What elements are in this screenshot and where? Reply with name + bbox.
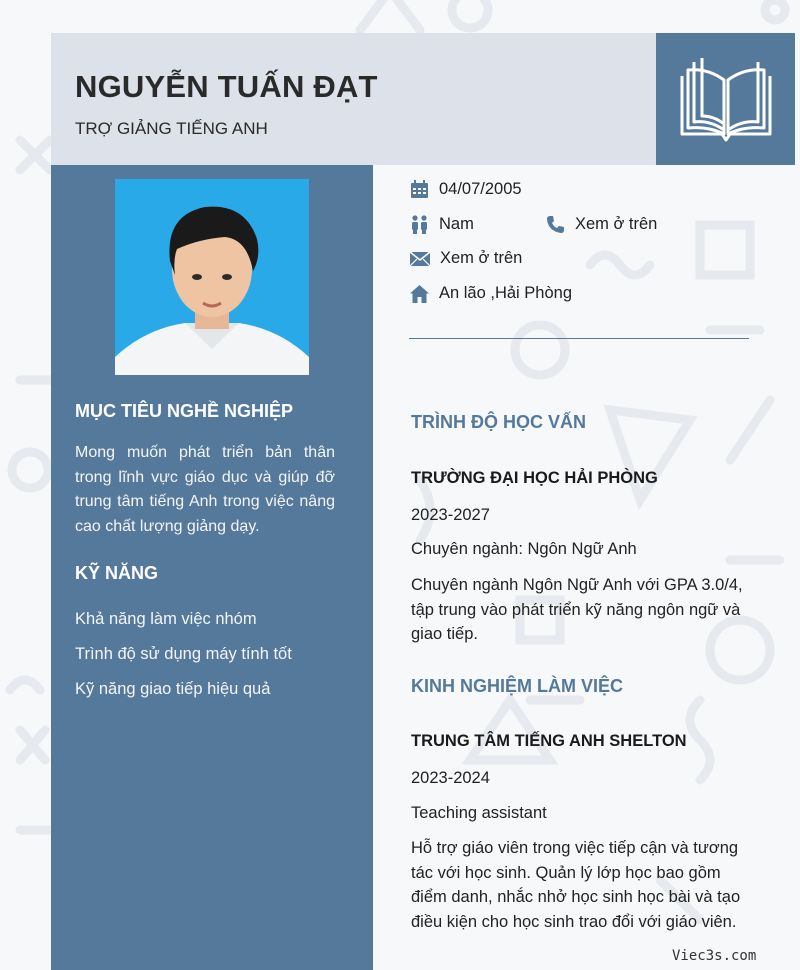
birthday-value: 04/07/2005 bbox=[439, 180, 522, 198]
job-title: TRỢ GIẢNG TIẾNG ANH bbox=[75, 119, 268, 138]
skills-heading: KỸ NĂNG bbox=[75, 563, 159, 583]
email-value: Xem ở trên bbox=[440, 249, 523, 267]
avatar-illustration bbox=[115, 179, 309, 375]
school-name: TRƯỜNG ĐẠI HỌC HẢI PHÒNG bbox=[411, 469, 658, 487]
skill-item: Trình độ sử dụng máy tính tốt bbox=[75, 645, 292, 663]
objective-text: Mong muốn phát triển bản thân trong lĩnh vực giáo dục và giúp đỡ trung tâm tiếng Anh trong việc nâng cao chất lượng giảng dạy. bbox=[75, 444, 335, 535]
phone-value: Xem ở trên bbox=[575, 215, 658, 233]
profile-photo bbox=[115, 179, 309, 375]
header-banner bbox=[51, 33, 656, 165]
skill-item: Khả năng làm việc nhóm bbox=[75, 610, 257, 628]
experience-heading: KINH NGHIỆM LÀM VIỆC bbox=[411, 676, 624, 696]
people-icon bbox=[410, 215, 429, 234]
logo-box bbox=[656, 33, 795, 165]
skills-list bbox=[75, 602, 292, 707]
address-value: An lão ,Hải Phòng bbox=[439, 284, 573, 302]
email-row bbox=[410, 249, 522, 268]
open-book-icon bbox=[678, 54, 774, 144]
sidebar bbox=[51, 165, 373, 970]
phone-row bbox=[546, 215, 657, 234]
contact-divider bbox=[409, 338, 749, 339]
objective-heading: MỤC TIÊU NGHỀ NGHIỆP bbox=[75, 401, 294, 421]
phone-icon bbox=[546, 215, 565, 234]
gender-row bbox=[410, 215, 474, 234]
experience-description: Hỗ trợ giáo viên trong việc tiếp cận và tương tác với học sinh. Quản lý lớp học bao gồm điểm danh, nhắc nhở học sinh học bài và tạo điều kiện cho học sinh trao đổi với giáo viên. bbox=[411, 839, 741, 931]
envelope-icon bbox=[410, 251, 430, 267]
education-major: Chuyên ngành: Ngôn Ngữ Anh bbox=[411, 540, 637, 558]
address-row bbox=[410, 284, 572, 303]
skill-item: Kỹ năng giao tiếp hiệu quả bbox=[75, 680, 271, 698]
contact-info bbox=[408, 178, 753, 348]
education-description: Chuyên ngành Ngôn Ngữ Anh với GPA 3.0/4, tập trung vào phát triển kỹ năng ngôn ngữ và giao tiếp. bbox=[411, 576, 743, 643]
candidate-name: NGUYỄN TUẤN ĐẠT bbox=[75, 69, 378, 104]
education-heading: TRÌNH ĐỘ HỌC VẤN bbox=[411, 412, 586, 432]
experience-role: Teaching assistant bbox=[411, 804, 547, 822]
experience-period: 2023-2024 bbox=[411, 769, 490, 787]
calendar-icon bbox=[410, 180, 429, 199]
education-period: 2023-2027 bbox=[411, 506, 490, 524]
birthday-row bbox=[410, 180, 522, 199]
home-icon bbox=[410, 285, 429, 303]
company-name: TRUNG TÂM TIẾNG ANH SHELTON bbox=[411, 732, 687, 750]
site-watermark: Viec3s.com bbox=[672, 948, 757, 964]
gender-value: Nam bbox=[439, 215, 474, 233]
